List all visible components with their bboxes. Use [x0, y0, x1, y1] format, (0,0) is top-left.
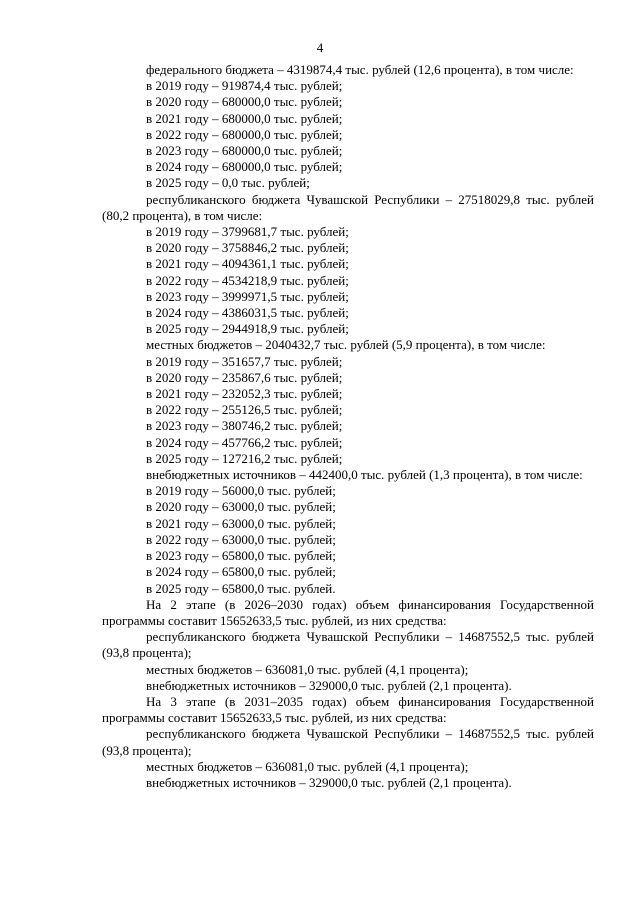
local-year-2020: в 2020 году – 235867,6 тыс. рублей; — [146, 369, 343, 385]
republic-budget-paragraph: республиканского бюджета Чувашской Республики – 27518029,8 тыс. рублей (80,2 процента), в том числе: — [102, 191, 594, 223]
federal-year-2024: в 2024 году – 680000,0 тыс. рублей; — [146, 159, 343, 175]
stage2-local-paragraph: местных бюджетов – 636081,0 тыс. рублей (4,1 процента); — [146, 661, 469, 677]
federal-year-2022: в 2022 году – 680000,0 тыс. рублей; — [146, 126, 343, 142]
federal-year-2019: в 2019 году – 919874,4 тыс. рублей; — [146, 78, 343, 94]
extra-year-2024: в 2024 году – 65800,0 тыс. рублей; — [146, 564, 336, 580]
republic-year-2022: в 2022 году – 4534218,9 тыс. рублей; — [146, 272, 349, 288]
republic-year-2021: в 2021 году – 4094361,1 тыс. рублей; — [146, 256, 349, 272]
republic-year-2024: в 2024 году – 4386031,5 тыс. рублей; — [146, 305, 349, 321]
stage3-extra-paragraph: внебюджетных источников – 329000,0 тыс. рублей (2,1 процента). — [146, 774, 512, 790]
extra-year-2022: в 2022 году – 63000,0 тыс. рублей; — [146, 531, 336, 547]
federal-year-2023: в 2023 году – 680000,0 тыс. рублей; — [146, 143, 343, 159]
stage3-local-paragraph: местных бюджетов – 636081,0 тыс. рублей (4,1 процента); — [146, 758, 469, 774]
stage2-extra-paragraph: внебюджетных источников – 329000,0 тыс. рублей (2,1 процента). — [146, 677, 512, 693]
republic-year-2019: в 2019 году – 3799681,7 тыс. рублей; — [146, 224, 349, 240]
local-budget-paragraph: местных бюджетов – 2040432,7 тыс. рублей (5,9 процента), в том числе: — [146, 337, 546, 353]
local-year-2023: в 2023 году – 380746,2 тыс. рублей; — [146, 418, 343, 434]
federal-year-2025: в 2025 году – 0,0 тыс. рублей; — [146, 175, 310, 191]
local-year-2024: в 2024 году – 457766,2 тыс. рублей; — [146, 434, 343, 450]
local-year-2025: в 2025 году – 127216,2 тыс. рублей; — [146, 450, 343, 466]
local-year-2021: в 2021 году – 232052,3 тыс. рублей; — [146, 386, 343, 402]
page-number: 4 — [316, 40, 324, 55]
extra-year-2023: в 2023 году – 65800,0 тыс. рублей; — [146, 548, 336, 564]
stage3-paragraph: На 3 этапе (в 2031–2035 годах) объем финансирования Государственной программы составит 15652633,5 тыс. рублей, из них средства: — [102, 693, 594, 726]
local-year-2022: в 2022 году – 255126,5 тыс. рублей; — [146, 402, 343, 418]
republic-year-2023: в 2023 году – 3999971,5 тыс. рублей; — [146, 288, 349, 304]
federal-year-2021: в 2021 году – 680000,0 тыс. рублей; — [146, 110, 343, 126]
republic-year-2020: в 2020 году – 3758846,2 тыс. рублей; — [146, 240, 349, 256]
federal-budget-paragraph: федерального бюджета – 4319874,4 тыс. рублей (12,6 процента), в том числе: — [146, 62, 574, 77]
extra-year-2019: в 2019 году – 56000,0 тыс. рублей; — [146, 483, 336, 499]
republic-year-2025: в 2025 году – 2944918,9 тыс. рублей; — [146, 321, 349, 337]
extra-year-2025: в 2025 году – 65800,0 тыс. рублей. — [146, 580, 336, 596]
extra-budget-paragraph: внебюджетных источников – 442400,0 тыс. рублей (1,3 процента), в том числе: — [146, 467, 583, 483]
stage3-republic-paragraph: республиканского бюджета Чувашской Республики – 14687552,5 тыс. рублей (93,8 процента); — [102, 726, 594, 758]
stage2-republic-paragraph: республиканского бюджета Чувашской Республики – 14687552,5 тыс. рублей (93,8 процента); — [102, 629, 594, 661]
local-year-2019: в 2019 году – 351657,7 тыс. рублей; — [146, 353, 343, 369]
stage2-paragraph: На 2 этапе (в 2026–2030 годах) объем финансирования Государственной программы составит 15652633,5 тыс. рублей, из них средства: — [102, 596, 594, 628]
extra-year-2020: в 2020 году – 63000,0 тыс. рублей; — [146, 499, 336, 515]
federal-year-2020: в 2020 году – 680000,0 тыс. рублей; — [146, 94, 343, 110]
document-body — [102, 62, 594, 791]
extra-year-2021: в 2021 году – 63000,0 тыс. рублей; — [146, 515, 336, 531]
